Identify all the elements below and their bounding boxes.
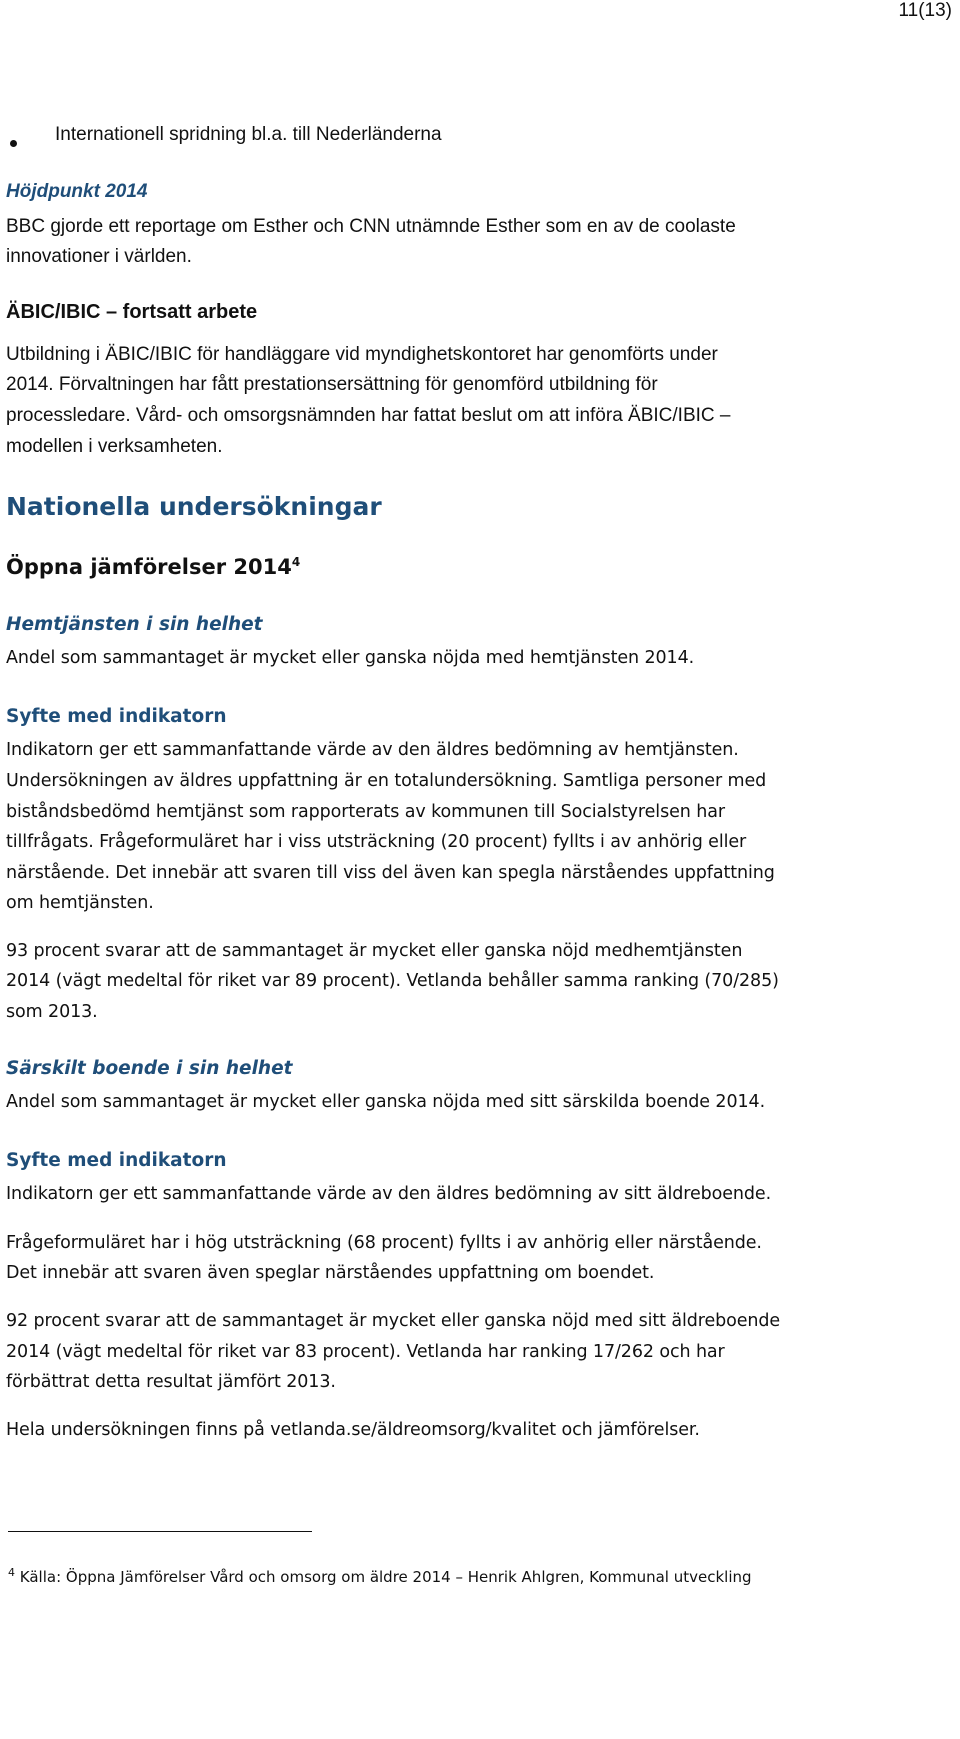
heading-oppna-jamforelser	[6, 555, 300, 579]
paragraph-line: Andel som sammantaget är mycket eller ganska nöjda med hemtjänsten 2014.	[6, 648, 695, 668]
bullet-dot	[10, 140, 17, 147]
paragraph-line: 2014 (vägt medeltal för riket var 83 procent). Vetlanda har ranking 17/262 och har	[6, 1342, 725, 1362]
section-heading-hojdpunkt: Höjdpunkt 2014	[6, 181, 148, 202]
paragraph-line: Andel som sammantaget är mycket eller ganska nöjda med sitt särskilda boende 2014.	[6, 1092, 766, 1112]
heading-nationella-undersokningar: Nationella undersökningar	[6, 492, 382, 521]
paragraph-line: Indikatorn ger ett sammanfattande värde av den äldres bedömning av hemtjänsten.	[6, 740, 739, 760]
footnote-separator	[8, 1531, 312, 1532]
paragraph-line: modellen i verksamheten.	[6, 436, 223, 457]
paragraph-line: 2014 (vägt medeltal för riket var 89 procent). Vetlanda behåller samma ranking (70/285)	[6, 971, 779, 991]
heading-oppna-jamforelser-text: Öppna jämförelser 2014	[6, 555, 292, 579]
paragraph-line: Hela undersökningen finns på vetlanda.se/äldreomsorg/kvalitet och jämförelser.	[6, 1420, 700, 1440]
heading-syfte-boende: Syfte med indikatorn	[6, 1150, 227, 1171]
heading-sarskilt-boende: Särskilt boende i sin helhet	[6, 1058, 293, 1079]
paragraph-line: 92 procent svarar att de sammantaget är mycket eller ganska nöjd med sitt äldreboende	[6, 1311, 781, 1331]
bullet-item: Internationell spridning bl.a. till Nederländerna	[55, 124, 442, 145]
paragraph-line: 93 procent svarar att de sammantaget är mycket eller ganska nöjd medhemtjänsten	[6, 941, 743, 961]
heading-syfte-hemtjanst: Syfte med indikatorn	[6, 706, 227, 727]
paragraph-line: 2014. Förvaltningen har fått prestationsersättning för genomförd utbildning för	[6, 374, 658, 395]
paragraph-line: processledare. Vård- och omsorgsnämnden har fattat beslut om att införa ÄBIC/IBIC –	[6, 405, 731, 426]
heading-hemtjansten: Hemtjänsten i sin helhet	[6, 614, 263, 635]
paragraph-line: BBC gjorde ett reportage om Esther och CNN utnämnde Esther som en av de coolaste	[6, 216, 736, 237]
paragraph-line: biståndsbedömd hemtjänst som rapporterats av kommunen till Socialstyrelsen har	[6, 802, 725, 822]
section-heading-abic: ÄBIC/IBIC – fortsatt arbete	[6, 301, 258, 323]
footnote-ref: 4	[291, 555, 301, 569]
paragraph-line: förbättrat detta resultat jämfört 2013.	[6, 1372, 336, 1392]
paragraph-line: tillfrågats. Frågeformuläret har i viss utsträckning (20 procent) fyllts i av anhörig eller	[6, 832, 747, 852]
footnote-text: Källa: Öppna Jämförelser Vård och omsorg om äldre 2014 – Henrik Ahlgren, Kommunal utveckling	[19, 1568, 752, 1586]
paragraph-line: innovationer i världen.	[6, 246, 192, 267]
paragraph-line: Det innebär att svaren även speglar närståendes uppfattning om boendet.	[6, 1263, 655, 1283]
footnote-number: 4	[8, 1566, 15, 1579]
paragraph-line: Utbildning i ÄBIC/IBIC för handläggare vid myndighetskontoret har genomförts under	[6, 344, 718, 365]
paragraph-line: närstående. Det innebär att svaren till viss del även kan spegla närståendes uppfattning	[6, 863, 775, 883]
footnote	[8, 1568, 752, 1586]
paragraph-line: som 2013.	[6, 1002, 98, 1022]
page-number: 11(13)	[898, 0, 952, 21]
paragraph-line: Frågeformuläret har i hög utsträckning (68 procent) fyllts i av anhörig eller närstående.	[6, 1233, 762, 1253]
paragraph-line: Indikatorn ger ett sammanfattande värde av den äldres bedömning av sitt äldreboende.	[6, 1184, 772, 1204]
paragraph-line: Undersökningen av äldres uppfattning är en totalundersökning. Samtliga personer med	[6, 771, 767, 791]
paragraph-line: om hemtjänsten.	[6, 893, 154, 913]
